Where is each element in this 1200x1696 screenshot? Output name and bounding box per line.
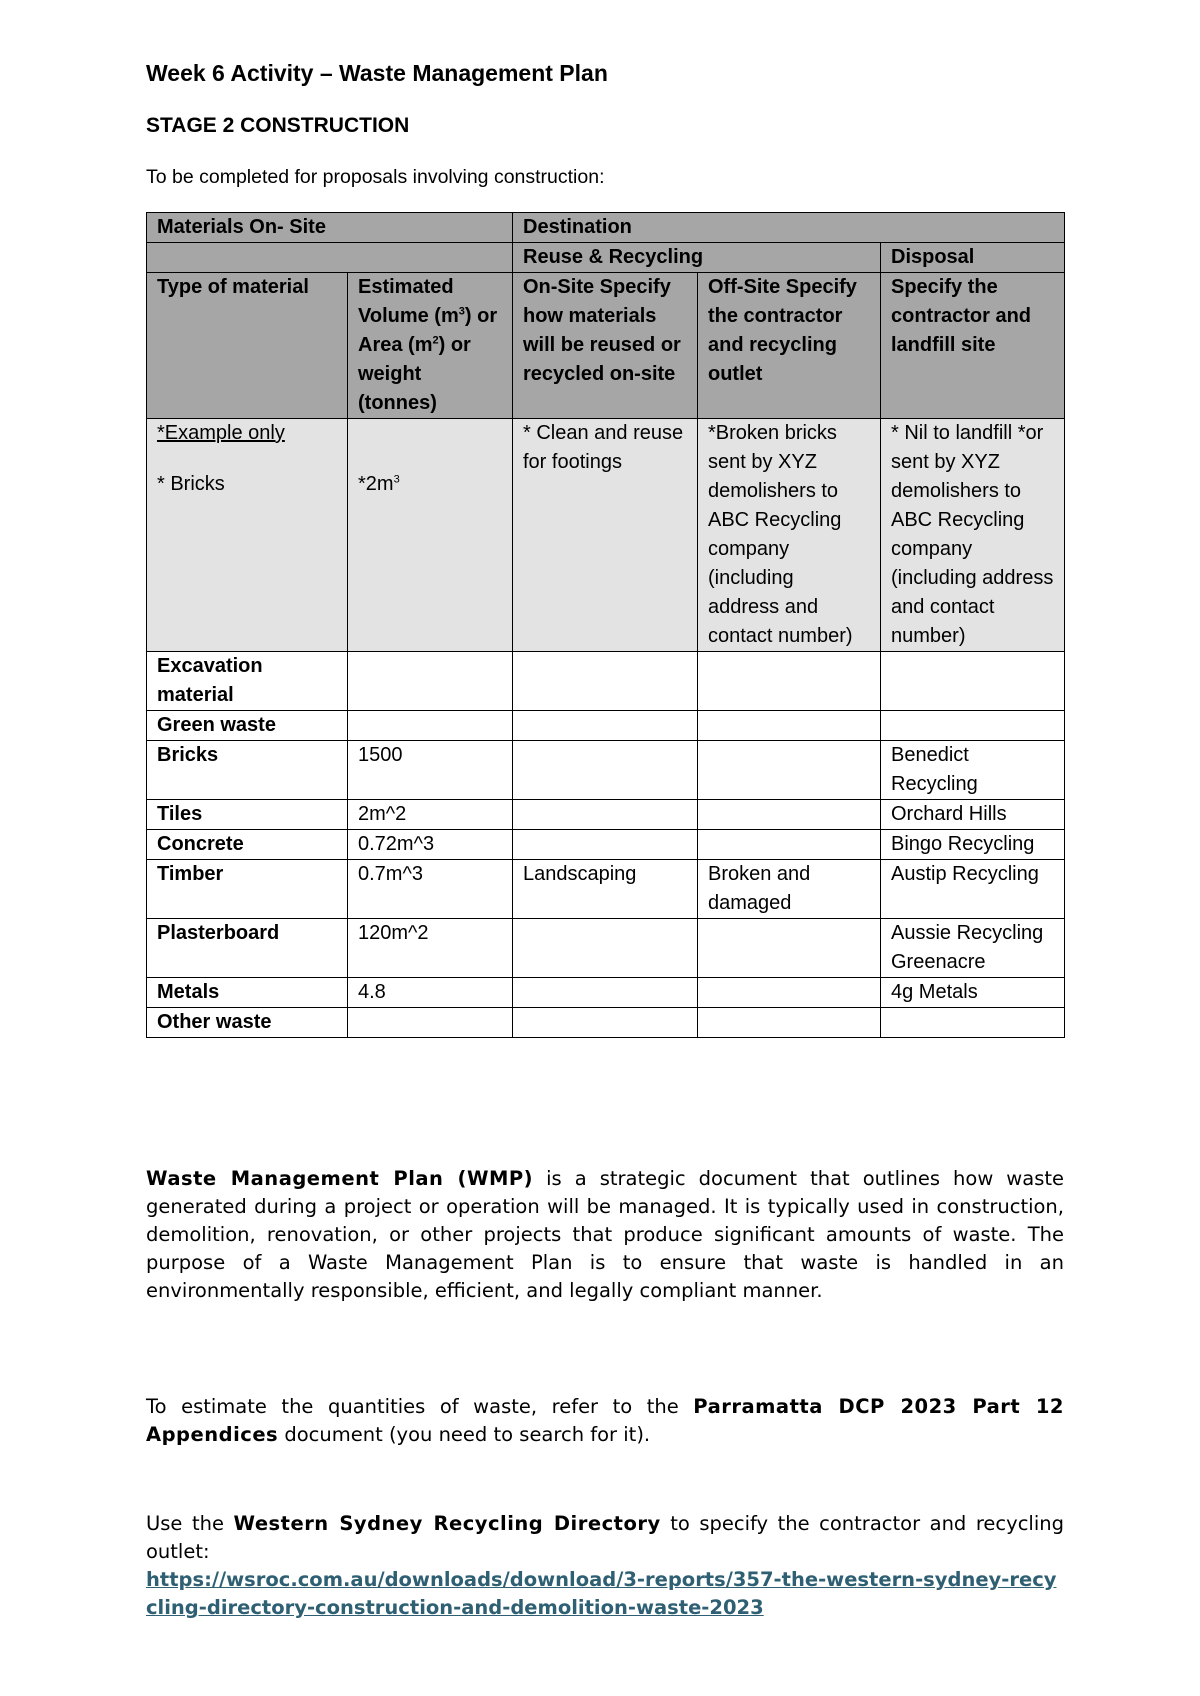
cell-off-site — [698, 652, 881, 711]
cell-off-site — [698, 800, 881, 830]
table-header-row-1 — [147, 213, 1065, 243]
cell-disposal — [881, 652, 1065, 711]
header-on-site: On-Site Specify how materials will be reused or recycled on-site — [513, 273, 698, 419]
cell-off-site: Broken and damaged — [698, 860, 881, 919]
header-blank — [147, 243, 513, 273]
cell-volume: 1500 — [348, 741, 513, 800]
header-destination: Destination — [513, 213, 1065, 243]
cell-off-site — [698, 830, 881, 860]
example-row — [147, 419, 1065, 652]
cell-volume: 2m^2 — [348, 800, 513, 830]
cell-on-site — [513, 1008, 698, 1038]
table-row — [147, 830, 1065, 860]
table-row — [147, 800, 1065, 830]
estimate-paragraph: To estimate the quantities of waste, refer to the Parramatta DCP 2023 Part 12 Appendices document (you need to search for it). — [146, 1395, 1064, 1446]
cell-on-site — [513, 830, 698, 860]
cell-disposal: Benedict Recycling — [881, 741, 1065, 800]
header-reuse-recycling: Reuse & Recycling — [513, 243, 881, 273]
cell-on-site — [513, 711, 698, 741]
table-row — [147, 860, 1065, 919]
cell-on-site — [513, 800, 698, 830]
cell-material: Tiles — [147, 800, 348, 830]
cell-off-site — [698, 978, 881, 1008]
cell-on-site — [513, 919, 698, 978]
cell-material: Other waste — [147, 1008, 348, 1038]
cell-volume — [348, 711, 513, 741]
cell-material: Concrete — [147, 830, 348, 860]
cell-on-site — [513, 652, 698, 711]
cell-disposal: Orchard Hills — [881, 800, 1065, 830]
cell-material: Metals — [147, 978, 348, 1008]
header-materials-on-site: Materials On- Site — [147, 213, 513, 243]
cell-disposal: Austip Recycling — [881, 860, 1065, 919]
example-label: *Example only — [157, 422, 285, 444]
cell-material: Timber — [147, 860, 348, 919]
cell-off-site — [698, 741, 881, 800]
cell-disposal: 4g Metals — [881, 978, 1065, 1008]
example-on-site: * Clean and reuse for footings — [513, 419, 698, 652]
cell-on-site — [513, 978, 698, 1008]
cell-volume: 0.72m^3 — [348, 830, 513, 860]
table-header-row-3 — [147, 273, 1065, 419]
wmp-description: Waste Management Plan (WMP) is a strategic document that outlines how waste generated during a project or operation will be managed. It is typically used in construction, demolition, renovation, or other projects that produce significant amounts of waste. The purpose of a Waste Management Plan is to ensure that waste is handled in an environmentally responsible, efficient, and legally compliant manner. — [146, 1167, 1064, 1302]
dcp-reference: Parramatta DCP 2023 Part 12 Appendices — [146, 1395, 1064, 1446]
cell-on-site: Landscaping — [513, 860, 698, 919]
cell-material: Excavation material — [147, 652, 348, 711]
header-disposal: Disposal — [881, 243, 1065, 273]
table-row — [147, 711, 1065, 741]
cell-volume — [348, 652, 513, 711]
example-material: * Bricks — [157, 473, 225, 495]
cell-material: Bricks — [147, 741, 348, 800]
example-volume-cell — [348, 419, 513, 652]
cell-disposal — [881, 711, 1065, 741]
directory-reference: Western Sydney Recycling Directory — [233, 1512, 661, 1535]
intro-text: To be completed for proposals involving construction: — [146, 166, 605, 188]
cell-off-site — [698, 919, 881, 978]
example-material-cell — [147, 419, 348, 652]
table-row — [147, 919, 1065, 978]
cell-material: Plasterboard — [147, 919, 348, 978]
cell-material: Green waste — [147, 711, 348, 741]
directory-link[interactable]: https://wsroc.com.au/downloads/download/3-reports/357-the-western-sydney-recycling-directory-construction-and-demolition-waste-2023 — [146, 1568, 1057, 1619]
header-type-of-material: Type of material — [147, 273, 348, 419]
table-header-row-2 — [147, 243, 1065, 273]
table-row — [147, 652, 1065, 711]
header-disposal-spec: Specify the contractor and landfill site — [881, 273, 1065, 419]
waste-management-table — [146, 212, 1065, 1038]
cell-off-site — [698, 711, 881, 741]
table-row — [147, 741, 1065, 800]
cell-disposal: Bingo Recycling — [881, 830, 1065, 860]
cell-on-site — [513, 741, 698, 800]
wmp-term: Waste Management Plan (WMP) — [146, 1167, 534, 1190]
cell-volume: 4.8 — [348, 978, 513, 1008]
stage-heading: STAGE 2 CONSTRUCTION — [146, 114, 410, 137]
cell-volume: 0.7m^3 — [348, 860, 513, 919]
header-estimated-volume: Estimated Volume $(m^3)$ or Area $(m^2)$ or weight (tonnes) — [348, 273, 513, 419]
table-row — [147, 978, 1065, 1008]
cell-disposal: Aussie Recycling Greenacre — [881, 919, 1065, 978]
table-row — [147, 1008, 1065, 1038]
header-off-site: Off-Site Specify the contractor and recycling outlet — [698, 273, 881, 419]
cell-volume: 120m^2 — [348, 919, 513, 978]
example-off-site: *Broken bricks sent by XYZ demolishers to ABC Recycling company (including address and contact number) — [698, 419, 881, 652]
cell-disposal — [881, 1008, 1065, 1038]
cell-off-site — [698, 1008, 881, 1038]
cell-volume — [348, 1008, 513, 1038]
directory-paragraph: Use the Western Sydney Recycling Directory to specify the contractor and recycling outlet: https://wsroc.com.au/downloads/download/3-reports/357-the-western-sydney-recycling-directory-construction-and-demolition-waste-2023 — [146, 1512, 1064, 1619]
document-title: Week 6 Activity – Waste Management Plan — [146, 60, 608, 86]
example-volume: $*2m^3$ — [358, 473, 400, 495]
example-disposal: * Nil to landfill *or sent by XYZ demolishers to ABC Recycling company (including address and contact number) — [881, 419, 1065, 652]
